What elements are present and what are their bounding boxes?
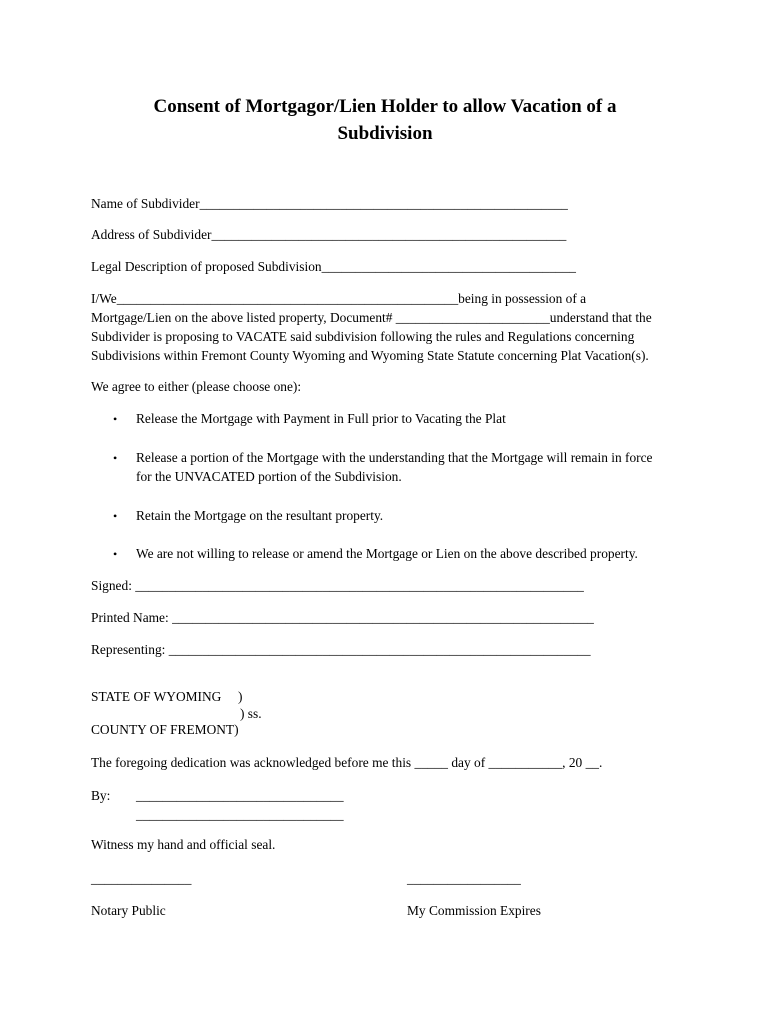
bullet-icon: •	[113, 547, 118, 561]
option-text: Retain the Mortgage on the resultant property.	[136, 508, 384, 523]
representing-field: Representing: _______________________________________________________________	[91, 642, 591, 657]
bullet-icon: •	[113, 412, 118, 426]
by-signature-line-2: _______________________________	[136, 807, 344, 822]
option-text: Release a portion of the Mortgage with the understanding that the Mortgage will remain in force	[136, 450, 653, 465]
choose-intro: We agree to either (please choose one):	[91, 379, 302, 394]
option-text: Release the Mortgage with Payment in Full prior to Vacating the Plat	[136, 411, 506, 426]
address-of-subdivider-field: Address of Subdivider_____________________________________________________	[91, 227, 567, 242]
signed-field: Signed: ___________________________________________________________________	[91, 578, 584, 593]
printed-name-field: Printed Name: _______________________________________________________________	[91, 610, 594, 625]
by-signature-line-1: _______________________________	[136, 788, 344, 803]
by-label: By:	[91, 788, 111, 803]
consent-line-4: Subdivisions within Fremont County Wyoming and Wyoming State Statute concerning Plat Vacation(s).	[91, 348, 649, 363]
consent-line-3: Subdivider is proposing to VACATE said subdivision following the rules and Regulations concerning	[91, 329, 635, 344]
notary-signature-line: _______________	[91, 871, 192, 886]
option-text-continued: for the UNVACATED portion of the Subdivision.	[136, 469, 402, 484]
bullet-icon: •	[113, 509, 118, 523]
option-text: We are not willing to release or amend the Mortgage or Lien on the above described property.	[136, 546, 638, 561]
name-of-subdivider-field: Name of Subdivider_______________________________________________________	[91, 196, 568, 211]
witness-text: Witness my hand and official seal.	[91, 837, 276, 852]
state-label: STATE OF WYOMING	[91, 689, 222, 704]
notary-public-label: Notary Public	[91, 903, 166, 918]
commission-expires-label: My Commission Expires	[407, 903, 541, 918]
ss-label: ) ss.	[240, 706, 262, 721]
commission-signature-line: _________________	[407, 871, 521, 886]
bullet-icon: •	[113, 451, 118, 465]
document-title-line2: Subdivision	[337, 123, 433, 144]
legal-description-field: Legal Description of proposed Subdivision______________________________________	[91, 259, 577, 274]
consent-line-1: I/We___________________________________________________being in possession of a	[91, 291, 587, 306]
state-paren: )	[238, 689, 243, 704]
consent-line-2: Mortgage/Lien on the above listed property, Document# _______________________understand that the	[91, 310, 652, 325]
acknowledgement-text: The foregoing dedication was acknowledged before me this _____ day of ___________, 20 __.	[91, 755, 603, 770]
county-label: COUNTY OF FREMONT)	[91, 722, 239, 737]
document-title-line1: Consent of Mortgagor/Lien Holder to allow Vacation of a	[153, 96, 617, 117]
